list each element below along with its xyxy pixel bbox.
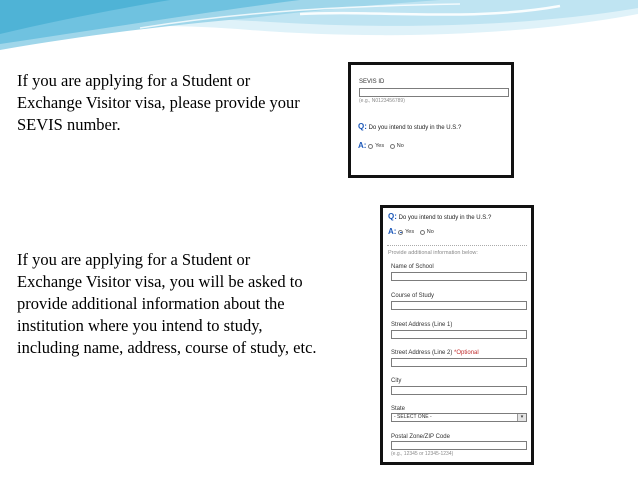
street2-label [391, 350, 479, 356]
divider [387, 245, 527, 246]
sevis-id-hint: (e.g., N0123456789) [359, 98, 405, 104]
course-of-study-label: Course of Study [391, 293, 435, 299]
yes-radio[interactable] [368, 144, 373, 149]
state-select-value: - SELECT ONE - [394, 414, 432, 420]
slide-text-institution: If you are applying for a Student or Exchange Visitor visa, you will be asked to provide additional information about the institution where you intend to study, including name, address, course of study, etc. [17, 250, 317, 357]
optional-marker: *Optional [454, 350, 479, 356]
state-select[interactable] [391, 413, 527, 422]
no-label: No [396, 143, 404, 150]
postal-code-input[interactable] [391, 441, 527, 450]
sevis-id-label: SEVIS ID [359, 79, 385, 85]
postal-code-hint: (e.g., 12345 or 12345-1234) [391, 451, 454, 457]
provide-info-label: Provide additional information below: [388, 250, 478, 256]
study-question [358, 122, 461, 131]
sevis-form-screenshot [348, 62, 514, 178]
course-of-study-input[interactable] [391, 301, 527, 310]
street1-label: Street Address (Line 1) [391, 322, 453, 328]
study-answer [358, 141, 408, 150]
study-question-text: Do you intend to study in the U.S.? [398, 215, 492, 221]
no-radio[interactable] [390, 144, 395, 149]
q-marker: Q: [358, 122, 367, 131]
institution-form-screenshot [380, 205, 534, 465]
yes-label: Yes [375, 143, 385, 150]
street1-input[interactable] [391, 330, 527, 339]
state-label: State [391, 406, 406, 412]
no-label: No [426, 229, 434, 236]
study-question-text: Do you intend to study in the U.S.? [368, 125, 462, 131]
sevis-id-input[interactable] [359, 88, 509, 97]
header-wave [0, 0, 638, 70]
q-marker: Q: [388, 212, 397, 221]
slide-text-sevis: If you are applying for a Student or Exchange Visitor visa, please provide your SEVIS number. [17, 71, 300, 134]
city-input[interactable] [391, 386, 527, 395]
chevron-down-icon[interactable]: ▾ [517, 414, 526, 421]
postal-code-label: Postal Zone/ZIP Code [391, 434, 450, 440]
yes-radio[interactable] [398, 230, 403, 235]
no-radio[interactable] [420, 230, 425, 235]
study-question [388, 212, 491, 221]
study-answer [388, 227, 438, 236]
yes-label: Yes [405, 229, 415, 236]
street2-label-text: Street Address (Line 2) [391, 350, 453, 356]
city-label: City [391, 378, 402, 384]
school-name-input[interactable] [391, 272, 527, 281]
a-marker: A: [388, 227, 397, 236]
street2-input[interactable] [391, 358, 527, 367]
a-marker: A: [358, 141, 367, 150]
school-name-label: Name of School [391, 264, 434, 270]
